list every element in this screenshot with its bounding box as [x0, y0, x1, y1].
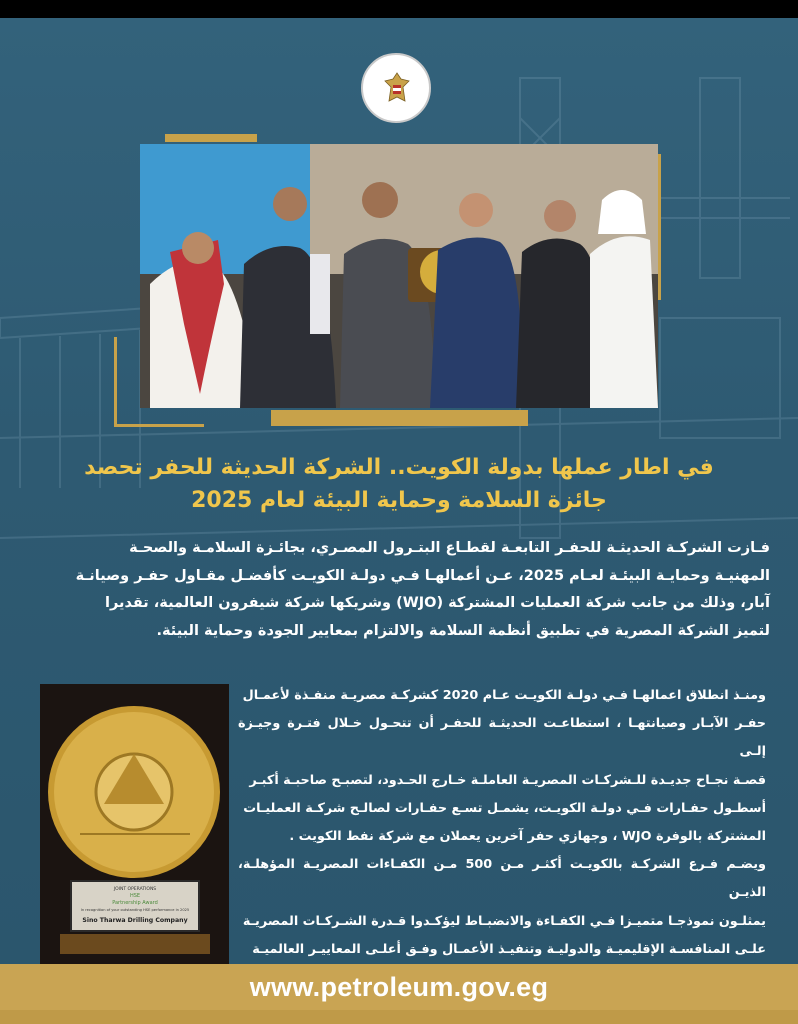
paragraph-1-line: لتميز الشركة المصرية في تطبيق أنظمة السلامة والالتزام بمعايير الجودة وحماية البيئة.	[156, 622, 770, 639]
paragraph-2-line: المشتركة بالوفرة WJO ، وجهازي حفر آخرين يعملان مع شركة نفط الكويت .	[289, 829, 766, 845]
eagle-emblem-icon	[383, 71, 411, 105]
frame-line-top	[165, 134, 257, 142]
award-ceremony-photo	[140, 144, 658, 408]
paragraph-2-line: أسطـول حفـارات فـي دولـة الكويـت، يشمـل تسـع حفـارات لصالـح شركـة العمليـات	[243, 800, 766, 816]
frame-line-right-top	[658, 154, 661, 300]
plaque-company: Sino Tharwa Drilling Company	[82, 917, 188, 924]
award-plaque-illustration	[40, 684, 229, 965]
paragraph-2-line: يمثلـون نموذجـا متميـزا فـي الكفـاءة والانضبـاط ليؤكـدوا قـدرة الشـركـات المصريـة	[242, 913, 766, 929]
paragraph-1-line: فـازت الشركـة الحديثـة للحفـر التابعـة لقطـاع البتـرول المصـري، بجائـزة السلامـة والصحـة	[129, 540, 770, 556]
footer-shadow	[0, 1010, 798, 1024]
paragraph-2-line: ومنـذ انطلاق اعمالهـا فـي دولـة الكويـت عـام 2020 كشركـة مصريـة منفـذة لأعمـال	[242, 688, 766, 703]
website-url[interactable]: www.petroleum.gov.eg	[249, 972, 549, 1002]
paragraph-2-line: قصـة نجـاح جديـدة للـشركـات المصريـة العاملـة خـارج الحـدود، لتصبـح صاحبـة أكبـر	[249, 772, 766, 788]
paragraph-1-line: المهنيـة وحمايـة البيئـة لعـام 2025، عـن أعمالهـا فـي دولـة الكويـت كأفضـل مقـاول حفـر وصيانـة	[75, 567, 770, 584]
plaque-award-name: Partnership Award	[112, 900, 158, 906]
body-paragraph-2	[238, 682, 766, 992]
paragraph-2-line: علـى المنافسـة الإقليميـة والدوليـة وتنفيـذ الأعمـال وفـق أعلـى المعاييـر العالميـة	[252, 941, 766, 957]
headline-line-2: جائزة السلامة وحماية البيئة لعام 2025	[191, 488, 607, 513]
ceremony-illustration	[140, 144, 658, 408]
paragraph-2-line: ويضـم فـرع الشركـة بالكويـت أكثـر مـن 500 مـن الكفـاءات المصريـة المؤهلـة، الذيـن	[238, 857, 766, 901]
frame-line-left-bottom	[114, 424, 204, 427]
paragraph-2-line: حفـر الآبـار وصيانتهـا ، استطاعـت الحديثـة للحفـر أن تتحـول خـلال فتـرة وجيـزة إلـى	[238, 716, 766, 760]
body-paragraph-1	[30, 535, 770, 645]
plaque-heading: JOINT OPERATIONS	[113, 887, 157, 892]
top-black-bar	[0, 0, 798, 18]
paragraph-1-line: آبار، وذلك من جانب شركة العمليات المشتركة (WJO) وشريكها شركة شيفرون العالمية، تقديرا	[105, 595, 770, 611]
headline-line-1: في اطار عملها بدولة الكويت.. الشركة الحديثة للحفر تحصد	[84, 455, 714, 480]
frame-line-left	[114, 337, 117, 425]
plaque-subheading: HSE	[129, 893, 141, 899]
award-plaque-photo	[40, 684, 229, 965]
ministry-seal	[361, 53, 431, 123]
plaque-citation: In recognition of your outstanding HSE performance in 2025	[80, 908, 190, 912]
frame-line-bottom	[271, 410, 528, 426]
